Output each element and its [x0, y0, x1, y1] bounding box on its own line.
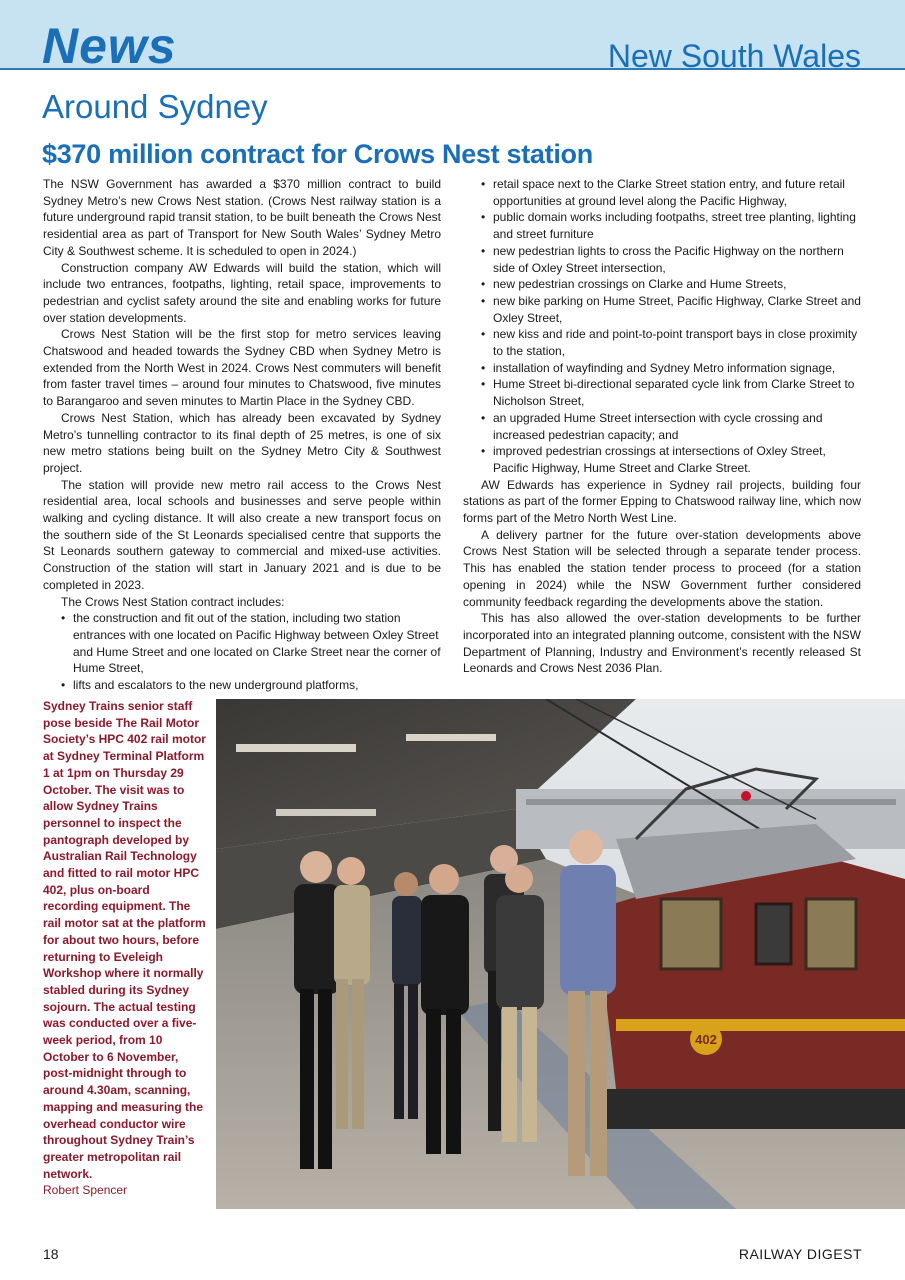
list-item: • lifts and escalators to the new underground platforms,	[43, 677, 441, 694]
magazine-title: RAILWAY DIGEST	[738, 1246, 862, 1262]
paragraph: Crows Nest Station will be the first stop for metro services leaving Chatswood and headed towards the Sydney CBD when Sydney Metro is extended from the North West in 2024. Crows Nest commuters will benefit from faster travel times – around four minutes to Chatswood, five minutes to Barangaroo and seven minutes to Martin Place in the Sydney CBD.	[43, 327, 441, 409]
paragraph: Crows Nest Station, which has already been excavated by Sydney Metro’s tunnelling contractor to its final depth of 25 metres, is one of six new metro stations being built on the Sydney Metro City & Southwest project.	[43, 410, 441, 475]
list-item: • Hume Street bi-directional separated cycle link from Clarke Street to Nicholson Street,	[463, 376, 861, 409]
list-item: • new kiss and ride and point-to-point transport bays in close proximity to the station,	[463, 326, 861, 359]
railway-platform-photo	[216, 699, 905, 1209]
pantograph-marker	[741, 791, 751, 801]
list-item: • new bike parking on Hume Street, Pacific Highway, Clarke Street and Oxley Street,	[463, 293, 861, 326]
page-title: Around Sydney	[42, 88, 268, 125]
list-item: • new pedestrian lights to cross the Pacific Highway on the northern side of Oxley Street intersection,	[463, 243, 861, 276]
list-item: • new pedestrian crossings on Clarke and Hume Streets,	[463, 276, 861, 293]
article-headline: $370 million contract for Crows Nest station	[42, 139, 593, 169]
left-column	[43, 176, 441, 694]
paragraph: The Crows Nest Station contract includes:	[61, 594, 285, 609]
paragraph: AW Edwards has experience in Sydney rail projects, building four stations as part of the former Epping to Chatswood railway line, which now forms part of the Metro North West Line.	[463, 477, 861, 526]
contract-list-continued	[463, 176, 861, 477]
article-photo	[216, 699, 905, 1209]
list-item: • the construction and fit out of the station, including two station entrances with one located on Pacific Highway between Oxley Street and Hume Street and one located on Clarke Street near the corner of Hume Street,	[43, 610, 441, 677]
cab-window	[806, 899, 856, 969]
caption-text: Sydney Trains senior staff pose beside The Rail Motor Society’s HPC 402 rail motor at Sydney Terminal Platform 1 at 1pm on Thursday 29 October. The visit was to allow Sydney Trains personnel to inspect the pantograph developed by Australian Rail Technology and fitted to rail motor HPC 402, plus on-board recording equipment. The rail motor sat at the platform for about two hours, before returning to Eveleigh Workshop where it normally stabled during its Sydney sojourn. The actual testing was conducted over a five-week period, from 10 October to 6 November, post-midnight through to around 4.30am, scanning, mapping and measuring the overhead conductor wire throughout Sydney Train’s greater metropolitan rail network.	[43, 699, 206, 1181]
canopy-light	[406, 734, 496, 741]
cab-door-window	[756, 904, 791, 964]
section-logo: News	[42, 18, 177, 74]
right-column	[463, 176, 861, 677]
photo-credit: Robert Spencer	[43, 1183, 128, 1198]
train-number: 402	[695, 1032, 717, 1047]
train-buffer	[596, 1089, 905, 1129]
paragraph: The station will provide new metro rail access to the Crows Nest residential area, local schools and businesses and serve people within walking and cycling distance. It will also create a new transport focus on the southern side of the St Leonards specialised centre that supports the St Leonards southern gateway to commercial and mixed-use activities. Construction of the station will start in January 2021 and is due to be completed in 2023.	[43, 477, 441, 592]
list-item: • improved pedestrian crossings at intersections of Oxley Street, Pacific Highway, Hume Street and Clarke Street.	[463, 443, 861, 476]
contract-list	[43, 610, 441, 694]
paragraph: The NSW Government has awarded a $370 million contract to build Sydney Metro’s new Crows Nest station. (Crows Nest railway station is a future underground rapid transit station, to be built beneath the Crows Nest residential area as part of Transport for New South Wales’ Sydney Metro City & Southwest scheme. It is scheduled to open in 2024.)	[43, 177, 441, 258]
canopy-light	[276, 809, 376, 816]
paragraph: A delivery partner for the future over-station developments above Crows Nest Station will be selected through a separate tender process. This has enabled the station tender process to proceed (for a station opening in 2024) while the NSW Government further considered community feedback regarding the developments above the station.	[463, 527, 861, 609]
region-label: New South Wales	[607, 38, 861, 74]
paragraph: Construction company AW Edwards will build the station, which will include two entrances, footpaths, lighting, retail space, improvements to pedestrian and cyclist safety around the site and enabling works for future over station developments.	[43, 260, 441, 325]
list-item: • public domain works including footpaths, street tree planting, lighting and street furniture	[463, 209, 861, 242]
canopy-light	[236, 744, 356, 752]
list-item: • retail space next to the Clarke Street station entry, and future retail opportunities at ground level along the Pacific Highway,	[463, 176, 861, 209]
photo-caption	[43, 698, 208, 1199]
list-item: • an upgraded Hume Street intersection with cycle crossing and increased pedestrian capacity; and	[463, 410, 861, 443]
paragraph: This has also allowed the over-station developments to be further incorporated into an integrated planning outcome, consistent with the NSW Department of Planning, Industry and Environment’s recently released St Leonards and Crows Nest 2036 Plan.	[463, 611, 861, 676]
page-number: 18	[43, 1246, 59, 1262]
list-item: • installation of wayfinding and Sydney Metro information signage,	[463, 360, 861, 377]
cab-window	[661, 899, 721, 969]
yellow-stripe	[616, 1019, 905, 1031]
